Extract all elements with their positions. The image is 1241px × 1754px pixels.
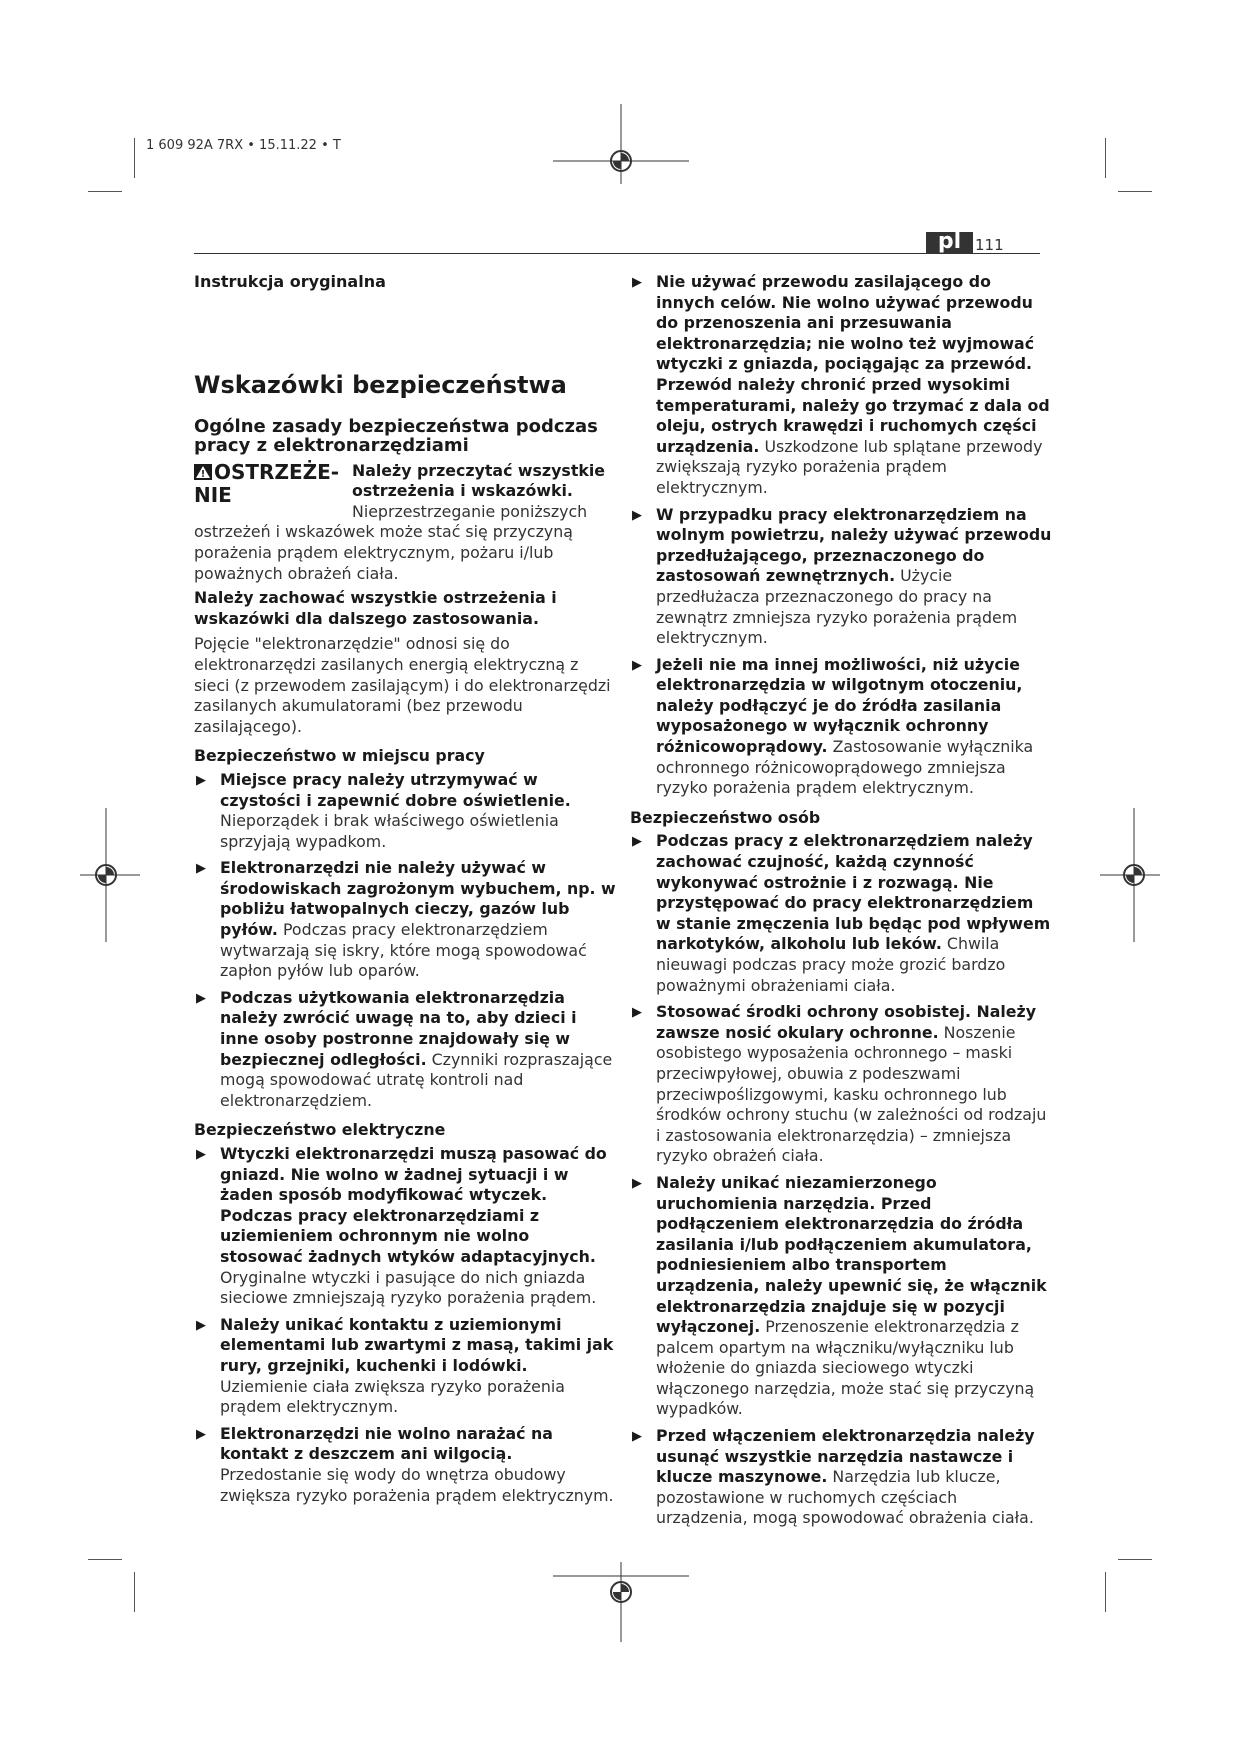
- page-number: 111: [975, 236, 1004, 254]
- warning-title: [194, 461, 344, 507]
- subsection-heading: Bezpieczeństwo w miejscu pracy: [194, 746, 485, 766]
- item-text: Uziemienie ciała zwiększa ryzyko porażenia prądem elektrycznym.: [220, 1376, 565, 1417]
- list-item: [630, 1426, 1052, 1529]
- item-bold: Podczas użytkowania elektronarzędzia należy zwrócić uwagę na to, aby dzieci i inne osoby postronne znajdowały się w bezpiecznej odległości.: [220, 987, 577, 1069]
- item-text: Przenoszenie elektronarzędzia z palcem opartym na włączniku/wyłączniku lub włożenie do gniazda sieciowego wtyczki włączonego narzędzia, może stać się przyczyną wypadków.: [656, 1317, 1035, 1419]
- item-text: Narzędzia lub klucze, pozostawione w ruchomych częściach urządzenia, mogą spowodować obrażenia ciała.: [656, 1467, 1034, 1528]
- bullet-icon: ▶: [632, 834, 642, 850]
- crop-mark: [1105, 1572, 1106, 1612]
- list-item: [630, 1173, 1052, 1420]
- warning-bold: Należy przeczytać wszystkie ostrzeżenia i wskazówki.: [352, 460, 606, 501]
- page-title: Wskazówki bezpieczeństwa: [194, 370, 567, 399]
- item-bold: Wtyczki elektronarzędzi muszą pasować do gniazd. Nie wolno w żadnej sytuacji i w żaden sposób modyfikować wtyczek. Podczas pracy elektronarzędziami z uziemieniem ochronnym nie wolno stosować żadnych wtyków adaptacyjnych.: [220, 1144, 607, 1266]
- crop-mark: [134, 1572, 135, 1612]
- bullet-icon: ▶: [196, 861, 206, 877]
- list-item: [630, 655, 1052, 799]
- crop-mark: [1118, 191, 1152, 192]
- print-meta: 1 609 92A 7RX • 15.11.22 • T: [146, 138, 341, 153]
- registration-mark: [80, 808, 140, 942]
- language-tag: pl: [926, 232, 973, 254]
- warning-title-text: OSTRZEŻE-NIE: [194, 459, 340, 507]
- bullet-icon: ▶: [632, 1175, 642, 1191]
- section-heading: Ogólne zasady bezpieczeństwa podczas pracy z elektronarzędziami: [194, 415, 598, 456]
- item-bold: W przypadku pracy elektronarzędziem na wolnym powietrzu, należy używać przewodu przedłużającego, przeznaczonego do zastosowań zewnętrznych.: [656, 504, 1052, 586]
- crop-mark: [88, 191, 122, 192]
- item-bold: Należy unikać niezamierzonego uruchomienia narzędzia. Przed podłączeniem elektronarzędzia do źródła zasilania i/lub podłączeniem akumulatora, podniesieniem albo transportem urządzenia, należy upewnić się, że włącznik elektronarzędzia znajduje się w pozycji wyłączonej.: [656, 1172, 1047, 1337]
- bullet-icon: ▶: [632, 657, 642, 673]
- item-bold: Elektronarzędzi nie wolno narażać na kontakt z deszczem ani wilgocią.: [220, 1423, 553, 1464]
- item-bold: Nie używać przewodu zasilającego do innych celów. Nie wolno używać przewodu do przenoszenia ani przesuwania elektronarzędzia; nie wolno też wyjmować wtyczki z gniazda, pociągając za przewód. Przewód należy chronić przed wysokimi temperaturami, należy go trzymać z dala od oleju, ostrych krawędzi i ruchomych części urządzenia.: [656, 272, 1050, 456]
- item-text: Użycie przedłużacza przeznaczonego do pracy na zewnątrz zmniejsza ryzyko porażenia prądem elektrycznym.: [656, 566, 1018, 648]
- list-item: [630, 1002, 1052, 1167]
- warning-triangle-icon: [194, 464, 212, 480]
- crop-mark: [134, 138, 135, 178]
- item-text: Oryginalne wtyczki i pasujące do nich gniazda sieciowe zmniejszają ryzyko porażenia prądem.: [220, 1267, 597, 1308]
- original-label: Instrukcja oryginalna: [194, 272, 386, 291]
- item-text: Czynniki rozpraszające mogą spowodować utratę kontroli nad elektronarzędziem.: [220, 1049, 613, 1110]
- item-bold: Elektronarzędzi nie należy używać w środowiskach zagrożonym wybuchem, np. w pobliżu łatwopalnych cieczy, gazów lub pyłów.: [220, 858, 616, 940]
- crop-mark: [1105, 138, 1106, 178]
- list-item: [630, 505, 1052, 649]
- list-item: [194, 1144, 616, 1309]
- list-item: [630, 272, 1052, 499]
- list-item: [194, 1315, 616, 1418]
- list-item: [194, 988, 616, 1112]
- bullet-icon: ▶: [196, 1147, 206, 1162]
- item-bold: Jeżeli nie ma innej możliwości, niż użycie elektronarzędzia w wilgotnym otoczeniu, należy podłączyć je do źródła zasilania wyposażonego w wyłącznik ochronny różnicowoprądowy.: [656, 654, 1023, 757]
- header-rule: [194, 253, 1040, 254]
- bullet-icon: ▶: [632, 1005, 642, 1021]
- item-bold: Podczas pracy z elektronarzędziem należy zachować czujność, każdą czynność wykonywać ostrożnie i z rozwagą. Nie przystępować do pracy elektronarzędziem w stanie zmęczenia lub będąc pod wpływem narkotyków, alkoholu lub leków.: [656, 831, 1051, 954]
- registration-mark: [553, 104, 689, 184]
- crop-mark: [1118, 1559, 1152, 1560]
- registration-mark: [1100, 808, 1160, 942]
- bullet-icon: ▶: [196, 1317, 206, 1333]
- item-text: Zastosowanie wyłącznika ochronnego różnicowoprądowego zmniejsza ryzyko porażenia prądem elektrycznym.: [656, 737, 1034, 798]
- bullet-icon: ▶: [196, 772, 206, 788]
- bullet-icon: ▶: [632, 507, 642, 523]
- bullet-icon: ▶: [632, 275, 642, 290]
- item-text: Uszkodzone lub splątane przewody zwiększają ryzyko porażenia prądem elektrycznym.: [656, 436, 1043, 497]
- item-text: Przedostanie się wody do wnętrza obudowy zwiększa ryzyko porażenia prądem elektrycznym.: [220, 1464, 614, 1505]
- keep-instructions: Należy zachować wszystkie ostrzeżenia i wskazówki dla dalszego zastosowania.: [194, 588, 557, 628]
- item-text: Chwila nieuwagi podczas pracy może grozić bardzo poważnymi obrażeniami ciała.: [656, 934, 1006, 995]
- crop-mark: [88, 1559, 122, 1560]
- registration-mark: [553, 1562, 689, 1642]
- list-item: [194, 770, 616, 852]
- list-item: [194, 858, 616, 982]
- item-text: Podczas pracy elektronarzędziem wytwarzają się iskry, które mogą spowodować zapłon pyłów lub oparów.: [220, 920, 587, 981]
- subsection-heading: Bezpieczeństwo osób: [630, 807, 821, 827]
- bullet-icon: ▶: [196, 990, 206, 1006]
- item-bold: Miejsce pracy należy utrzymywać w czystości i zapewnić dobre oświetlenie.: [220, 769, 571, 810]
- item-bold: Stosować środki ochrony osobistej. Należy zawsze nosić okulary ochronne.: [656, 1002, 1036, 1042]
- definition-text: Pojęcie "elektronarzędzie" odnosi się do elektronarzędzi zasilanych energią elektryczną z sieci (z przewodem zasilającym) i do elektronarzędzi zasilanych akumulatorami (bez przewodu zasilającego).: [194, 634, 611, 736]
- item-bold: Przed włączeniem elektronarzędzia należy usunąć wszystkie narzędzia nastawcze i klucze maszynowe.: [656, 1426, 1035, 1487]
- bullet-icon: ▶: [632, 1429, 642, 1445]
- left-column: [194, 272, 616, 1512]
- page-header: [194, 229, 1040, 254]
- subsection-heading: Bezpieczeństwo elektryczne: [194, 1120, 446, 1140]
- item-text: Nieporządek i brak właściwego oświetlenia sprzyjają wypadkom.: [220, 811, 559, 851]
- list-item: [194, 1424, 616, 1506]
- bullet-icon: ▶: [196, 1426, 206, 1442]
- item-text: Noszenie osobistego wyposażenia ochronnego – maski przeciwpyłowej, obuwia z podeszwami przeciwpoślizgowymi, kasku ochronnego lub środków ochrony stuchu (w zależności od rodzaju i zastosowania elektronarzędzia) – zmniejsza ryzyko obrażeń ciała.: [656, 1022, 1047, 1166]
- warning-block: [194, 461, 616, 585]
- item-bold: Należy unikać kontaktu z uziemionymi elementami lub zwartymi z masą, takimi jak rury, grzejniki, kuchenki i lodówki.: [220, 1314, 614, 1375]
- right-column: [630, 272, 1052, 1535]
- warning-text: Nieprzestrzeganie poniższych ostrzeżeń i wskazówek może stać się przyczyną porażenia prądem elektrycznym, pożaru i/lub poważnych obrażeń ciała.: [194, 501, 588, 583]
- list-item: [630, 831, 1052, 996]
